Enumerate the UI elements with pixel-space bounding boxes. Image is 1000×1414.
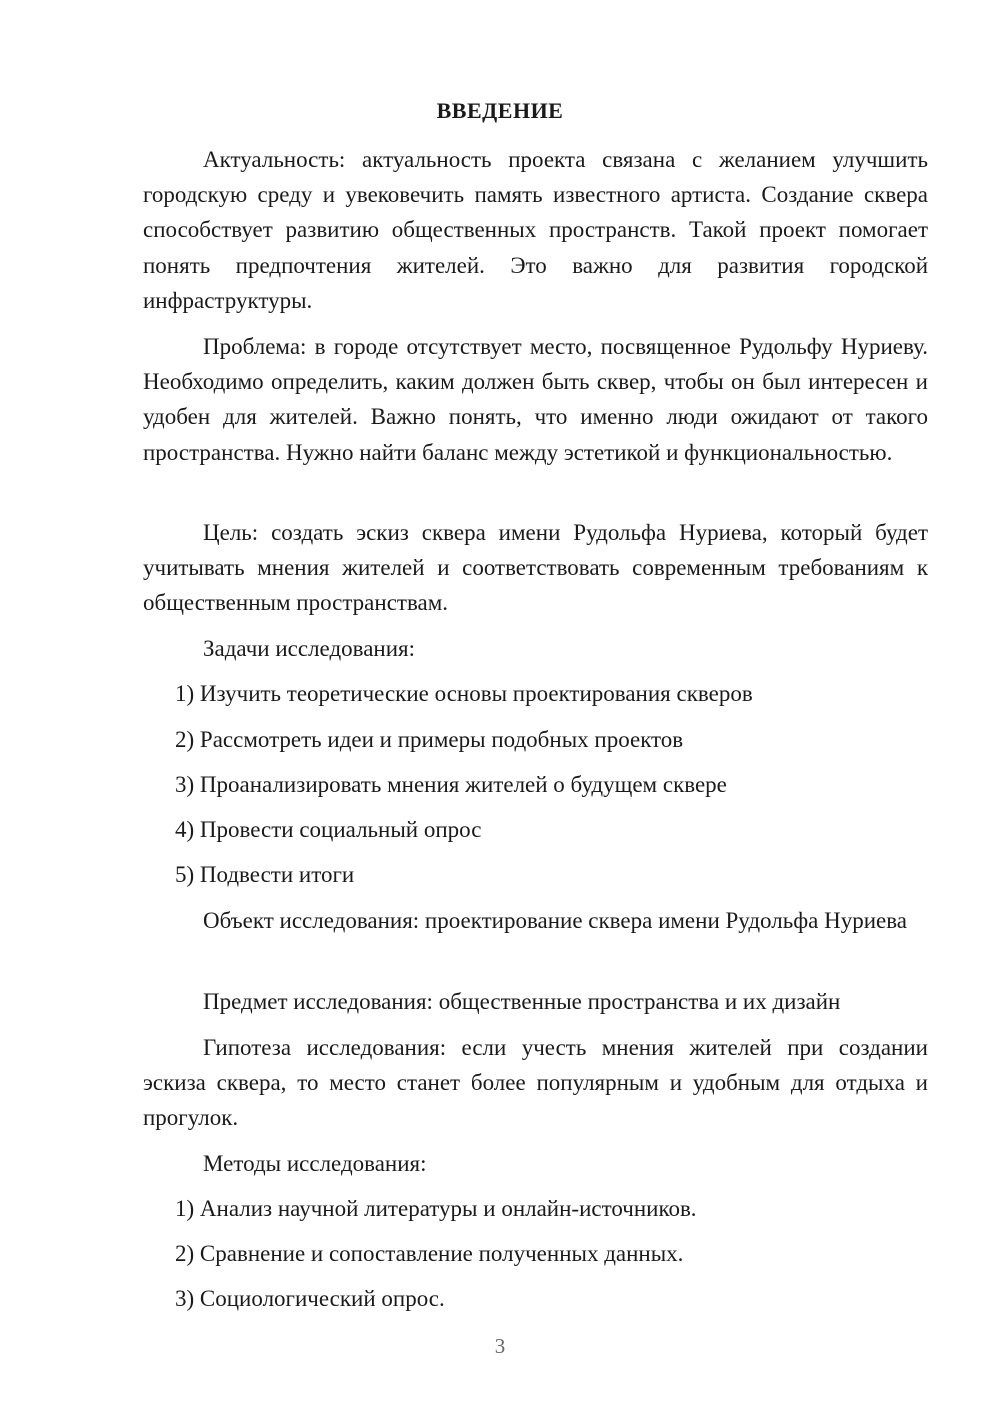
subject-paragraph: Предмет исследования: общественные пространства и их дизайн [203,989,841,1014]
hypothesis-paragraph: Гипотеза исследования: если учесть мнения жителей при создании эскиза сквера, то место станет более популярным и удобным для отдыха и прогулок. [143,1035,928,1131]
relevance-paragraph: Актуальность: актуальность проекта связана с желанием улучшить городскую среду и увековечить память известного артиста. Создание сквера способствует развитию общественных пространств. Такой проект помогает понять предпочтения жителей. Это важно для развития городской инфраструктуры. [143,147,928,313]
goal-paragraph: Цель: создать эскиз сквера имени Рудольфа Нуриева, который будет учитывать мнения жителей и соответствовать современным требованиям к общественным пространствам. [143,520,928,616]
methods-label: Методы исследования: [203,1151,427,1176]
method-item: 2) Сравнение и сопоставление полученных данных. [175,1241,684,1266]
page-number: 3 [494,1334,506,1358]
task-item: 2) Рассмотреть идеи и примеры подобных проектов [175,727,684,752]
task-item: 1) Изучить теоретические основы проектирования скверов [175,681,753,706]
page-title: ВВЕДЕНИЕ [436,98,564,123]
task-item: 4) Провести социальный опрос [175,817,482,842]
tasks-label: Задачи исследования: [203,636,416,661]
task-item: 3) Проанализировать мнения жителей о будущем сквере [175,772,727,797]
method-item: 3) Социологический опрос. [175,1286,445,1311]
task-item: 5) Подвести итоги [175,862,355,887]
object-paragraph: Объект исследования: проектирование сквера имени Рудольфа Нуриева [203,908,907,933]
method-item: 1) Анализ научной литературы и онлайн-источников. [175,1196,697,1221]
problem-paragraph: Проблема: в городе отсутствует место, посвященное Рудольфу Нуриеву. Необходимо определить, каким должен быть сквер, чтобы он был интересен и удобен для жителей. Важно понять, что именно люди ожидают от такого пространства. Нужно найти баланс между эстетикой и функциональностью. [143,334,928,465]
